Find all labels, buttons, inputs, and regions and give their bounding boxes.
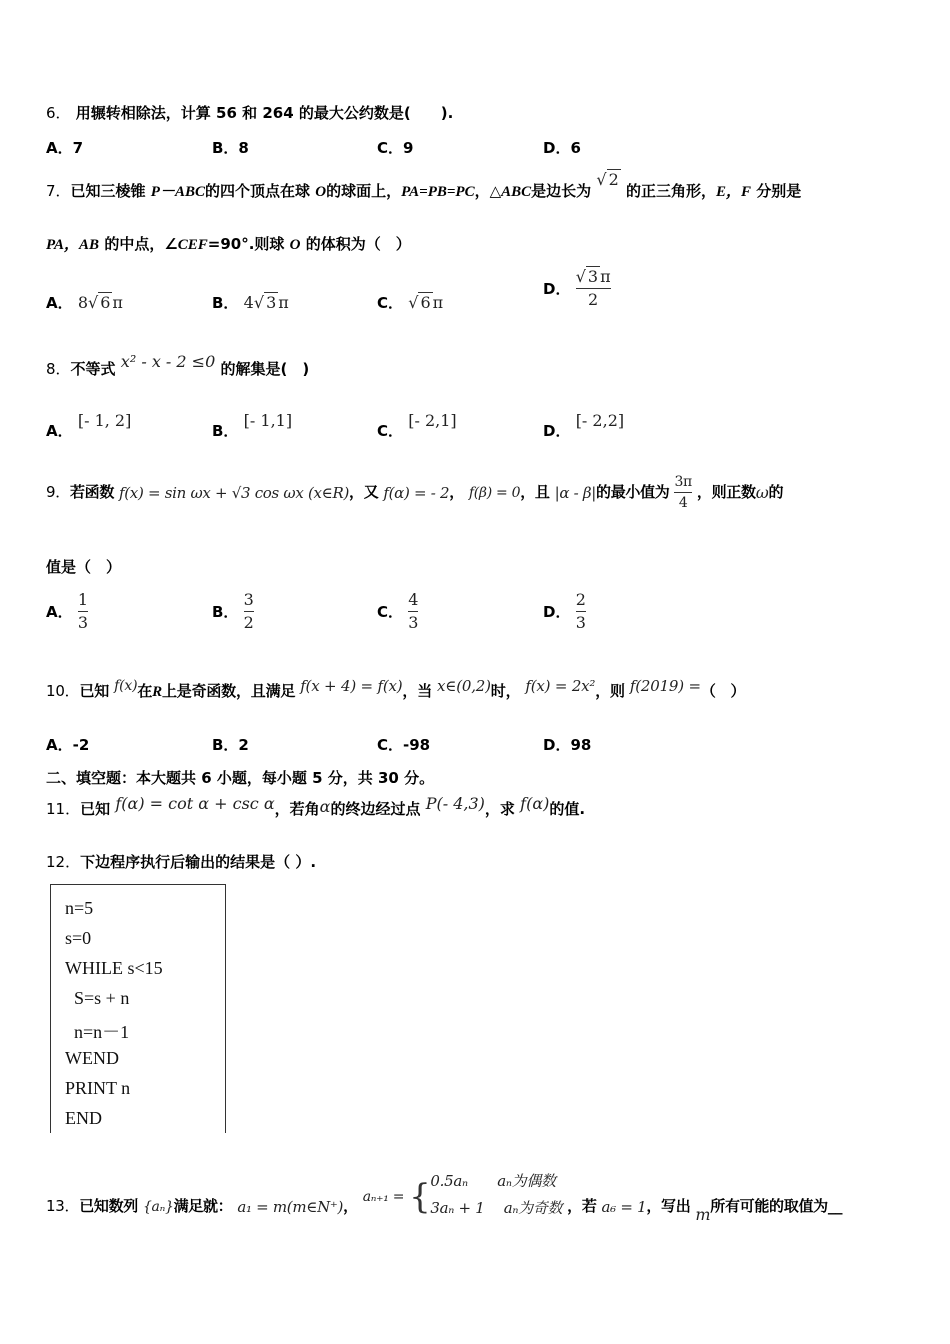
option-label: A． (46, 603, 73, 622)
stem-text: 的终边经过点 (330, 800, 421, 818)
numerator: 1 (77, 590, 89, 609)
stem-text: 的体积为（ ） (305, 235, 411, 253)
piecewise (409, 1170, 562, 1224)
question-6-options (46, 137, 916, 177)
condition-1: f(α) = - 2 (383, 483, 450, 502)
question-number: 10． (46, 682, 80, 700)
question-stem: 用辗转相除法，计算 56 和 264 的最大公约数是( ). (75, 104, 454, 122)
interval: x∈(0,2) (437, 676, 491, 695)
option-d (543, 410, 625, 440)
option-d: D．6 (543, 139, 581, 157)
min-value-fraction (674, 474, 692, 511)
option-label: C． (377, 294, 404, 312)
stem-text: 时， (490, 682, 521, 700)
option-b (212, 292, 289, 313)
code-line: n=5 (65, 898, 94, 918)
denominator: 4 (678, 495, 688, 512)
stem-text: 的值. (549, 800, 586, 818)
radicand: 6 (100, 293, 111, 312)
stem-text: 所有可能的取值为__ (710, 1197, 843, 1215)
option-label: D． (543, 603, 571, 622)
option-label: C． (377, 603, 404, 622)
option-fraction (244, 591, 254, 633)
question-10 (46, 676, 910, 701)
stem-text: 的球面上， (326, 182, 402, 200)
option-fraction: $\frac{√ 3 \pi}{2}$ (575, 267, 611, 310)
alpha: α (319, 797, 331, 816)
question-6 (46, 102, 910, 123)
target-value: f(2019) = (629, 676, 701, 695)
m-variable: m (695, 1205, 711, 1224)
numerator: 3π (674, 474, 692, 490)
function-value: f(α) (520, 794, 550, 813)
question-9-line-2 (46, 556, 910, 577)
question-9 (46, 474, 910, 511)
option-d: D．98 (543, 736, 592, 754)
option-label: A． (46, 294, 73, 312)
denominator: 3 (77, 613, 89, 633)
pi: π (600, 267, 611, 286)
stem-text: ， (343, 1197, 358, 1215)
angle-label: CEF (177, 237, 208, 253)
stem-text: 已知 (80, 800, 111, 818)
stem-text: 上是奇函数，且满足 (161, 682, 296, 700)
numerator: 4 (408, 590, 419, 609)
code-line: WEND (65, 1048, 119, 1068)
option-value: [- 1,1] (243, 411, 293, 430)
function-f: f(x) (114, 677, 138, 694)
option-fraction (408, 591, 418, 633)
option-c: C．9 (377, 139, 414, 157)
question-8 (46, 352, 910, 379)
stem-text: 的中点，∠ (104, 235, 178, 253)
question-number: 9． (46, 483, 70, 502)
a6-condition: a₆ = 1 (601, 1197, 647, 1216)
segments-label: PA，AB (46, 237, 100, 253)
question-number: 7． (46, 182, 71, 200)
option-a (46, 591, 88, 633)
stem-text: ，当 (402, 682, 432, 700)
stem-text: 的最小值为 (596, 483, 670, 502)
periodicity: f(x + 4) = f(x) (300, 676, 403, 695)
stem-text: 分别是 (756, 182, 802, 200)
tetrahedron-label: P－ABC (150, 184, 205, 200)
stem-text: 的四个顶点在球 (204, 182, 310, 200)
option-b: B．2 (212, 736, 249, 754)
stem-text: 已知数列 (79, 1197, 138, 1215)
question-number: 8． (46, 360, 71, 378)
stem-text: 已知三棱锥 (70, 182, 146, 200)
code-line: s=0 (65, 928, 92, 948)
triangle-label: ABC (501, 184, 532, 200)
stem-text: 的 (768, 483, 784, 502)
inequality: x² - x - 2 ≤0 (120, 352, 216, 371)
question-number: 6． (46, 104, 71, 122)
option-fraction (576, 591, 586, 633)
question-7-options (46, 267, 916, 324)
stem-text: ，又 (349, 483, 379, 502)
option-d (543, 591, 586, 633)
radicand: 3 (266, 293, 277, 312)
stem-text: ，若角 (274, 800, 320, 818)
program-code-box (50, 884, 226, 1133)
stem-text: ，写出 (646, 1197, 691, 1215)
coef: 8 (77, 293, 89, 312)
option-a (46, 410, 132, 440)
option-a: A．7 (46, 139, 84, 157)
sphere-label: O (315, 184, 327, 200)
question-13-suffix (567, 1197, 843, 1224)
code-line: S=s + n (65, 988, 130, 1008)
stem-text: ，则 (595, 682, 625, 700)
question-number: 12． (46, 853, 81, 871)
radicand: 6 (420, 293, 431, 312)
stem-text: 若函数 (69, 483, 115, 502)
question-11 (46, 794, 910, 819)
stem-text: （ ） (700, 682, 746, 700)
option-d (543, 268, 611, 310)
stem-text: 下边程序执行后输出的结果是（ ）. (80, 853, 317, 871)
option-value: 8√ 6 π (77, 293, 123, 312)
stem-text: 在 (137, 682, 153, 700)
condition-2: f(β) = 0 (468, 484, 521, 501)
option-b (212, 410, 293, 440)
question-13 (46, 1170, 910, 1230)
sequence: {aₙ} (142, 1198, 174, 1215)
option-label: D． (543, 422, 571, 440)
question-number: 11． (46, 800, 81, 818)
radicand: 3 (587, 267, 599, 286)
option-a (46, 292, 123, 313)
option-value: [- 2,1] (408, 411, 457, 430)
option-label: B． (212, 603, 239, 622)
question-7 (46, 170, 910, 201)
numerator: 2 (575, 590, 586, 609)
option-b: B．8 (212, 139, 249, 157)
reals-label: R (152, 684, 162, 700)
stem-text: 满足就： (173, 1197, 233, 1215)
denominator: 3 (575, 613, 586, 633)
midpoints-label: E，F (716, 184, 752, 200)
function-definition: f(α) = cot α + csc α (115, 794, 275, 813)
option-b (212, 591, 254, 633)
denominator: 3 (408, 613, 419, 633)
question-8-options (46, 410, 916, 450)
numerator: 3 (243, 590, 254, 609)
question-9-options (46, 591, 916, 631)
option-c (377, 410, 457, 440)
stem-text: 已知 (79, 682, 110, 700)
pi: π (278, 293, 289, 312)
option-c: C．-98 (377, 736, 431, 754)
option-label: B． (212, 294, 239, 312)
case-odd: 3aₙ + 1 aₙ为奇数 (430, 1199, 563, 1217)
coef: 4 (243, 293, 254, 312)
stem-text: ，求 (484, 800, 515, 818)
stem-text: =90°.则球 (207, 235, 285, 253)
stem-text: 值是（ ） (46, 558, 122, 576)
stem-text: ，则正数 (696, 483, 756, 502)
section-heading: 二、填空题：本大题共 6 小题，每小题 5 分，共 30 分。 (46, 769, 435, 787)
stem-text: ，△ (474, 182, 502, 200)
code-line: END (65, 1108, 102, 1128)
stem-text: ，且 (520, 483, 550, 502)
option-value: [- 1, 2] (77, 411, 132, 430)
option-a: A．-2 (46, 736, 90, 754)
denominator: 2 (588, 290, 599, 310)
option-label: C． (377, 422, 404, 440)
absolute-difference: |α - β| (554, 483, 596, 502)
function-definition: f(x) = sin ωx + √3 cos ωx (x∈R) (119, 483, 350, 502)
code-line: n=n－1 (65, 1022, 130, 1042)
option-value: 4√ 3 π (243, 293, 289, 312)
option-value: √ 6 π (408, 293, 444, 312)
equal-edges: PA=PB=PC (401, 184, 475, 200)
option-label: D． (543, 280, 571, 299)
stem-text: 的解集是( ) (220, 360, 310, 378)
question-13-prefix (46, 1188, 409, 1216)
stem-text: 的正三角形， (626, 182, 717, 200)
piece-definition: f(x) = 2x² (525, 676, 596, 695)
option-fraction (78, 591, 88, 633)
case-even: 0.5aₙ aₙ为偶数 (430, 1172, 556, 1190)
brace: { (409, 1177, 431, 1217)
question-12 (46, 851, 910, 872)
option-label: A． (46, 422, 73, 440)
pi: π (432, 293, 444, 312)
option-c (377, 591, 418, 633)
question-7-line-2 (46, 233, 910, 254)
question-number: 13． (46, 1197, 80, 1215)
code-line: PRINT n (65, 1078, 131, 1098)
code-line: WHILE s<15 (65, 958, 163, 978)
recurrence-lhs: aₙ₊₁ = (362, 1188, 405, 1205)
sqrt-2: √ 2 (596, 170, 619, 189)
option-value: [- 2,2] (575, 411, 625, 430)
omega: ω (755, 483, 769, 503)
pi: π (112, 293, 123, 312)
denominator: 2 (243, 613, 254, 633)
radicand: 2 (608, 170, 619, 189)
option-c (377, 292, 443, 313)
stem-text: 不等式 (70, 360, 116, 378)
initial-term: a₁ = m(m∈N⁺) (237, 1197, 344, 1216)
stem-text: ， (449, 483, 464, 502)
point-p: P(- 4,3) (425, 794, 485, 813)
option-label: B． (212, 422, 239, 440)
stem-text: 是边长为 (531, 182, 592, 200)
stem-text: ，若 (567, 1197, 597, 1215)
sphere-label: O (289, 237, 301, 253)
